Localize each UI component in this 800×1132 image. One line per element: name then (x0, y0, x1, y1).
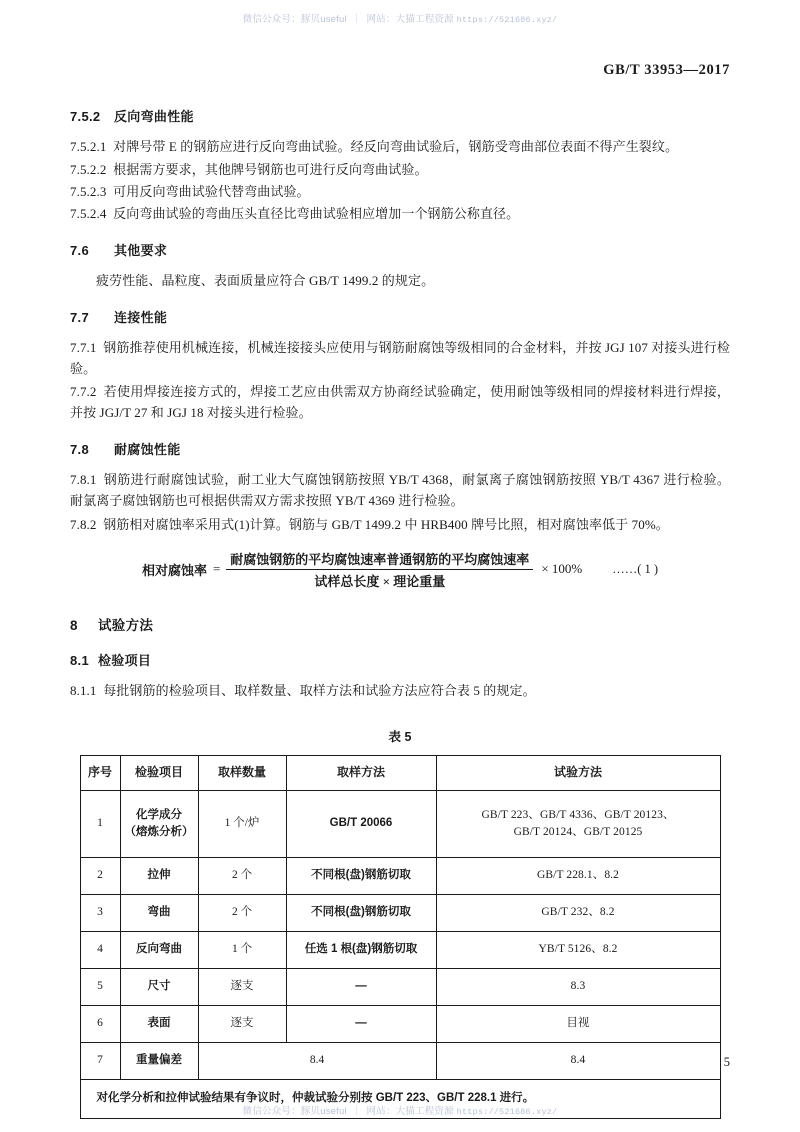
watermark-top (0, 11, 800, 25)
watermark-bottom-wechat-label: 微信公众号： (242, 1106, 301, 1117)
watermark-separator: ｜ (351, 14, 362, 25)
heading-7-8-number: 7.8 (70, 442, 89, 458)
paragraph-8-1-1-index: 8.1.1 (70, 682, 97, 698)
paragraph-8-1-1-text: 每批钢筋的检验项目、取样数量、取样方法和试验方法应符合表 5 的规定。 (103, 682, 536, 698)
formula-left-hand-side: 相对腐蚀率 (141, 562, 207, 578)
watermark-bottom (0, 1103, 800, 1117)
heading-8 (70, 614, 730, 634)
heading-7-5-2-number: 7.5.2 (70, 109, 101, 124)
cell-no: 4 (80, 931, 120, 968)
paragraph-7-7-2-text: 若使用焊接连接方式的，焊接工艺应由供需双方协商经试验确定，使用耐蚀等级相同的焊接材料进行焊接，并按 JGJ/T 27 和 JGJ 18 对接头进行检验。 (70, 384, 731, 421)
table-row (80, 968, 720, 1005)
cell-quantity: 1 个 (198, 931, 286, 968)
column-header-no: 序号 (80, 755, 120, 790)
paragraph-7-5-2-2-text: 根据需方要求，其他牌号钢筋也可进行反向弯曲试验。 (113, 162, 428, 178)
paragraph-7-5-2-2-index: 7.5.2.2 (70, 162, 107, 178)
paragraph-7-8-1 (70, 469, 730, 511)
paragraph-7-8-1-index: 7.8.1 (70, 472, 97, 488)
cell-test-method: YB/T 5126、8.2 (436, 931, 720, 968)
cell-quantity: 逐支 (198, 968, 286, 1005)
table-row (80, 894, 720, 931)
watermark-site-label: 网站： (366, 14, 396, 25)
heading-8-number: 8 (70, 617, 78, 633)
cell-sampling-method: 不同根(盘)钢筋切取 (286, 857, 436, 894)
formula-multiplier: × 100% (541, 561, 583, 577)
paragraph-7-5-2-1 (70, 136, 730, 157)
table-row (80, 790, 720, 857)
table-head (80, 755, 720, 790)
cell-item: 反向弯曲 (120, 931, 198, 968)
cell-test-method: 目视 (436, 1005, 720, 1042)
cell-test-method: GB/T 228.1、8.2 (436, 857, 720, 894)
paragraph-7-5-2-2 (70, 159, 730, 180)
column-header-item: 检验项目 (120, 755, 198, 790)
watermark-wechat-label: 微信公众号： (242, 14, 301, 25)
paragraph-7-5-2-1-text: 对牌号带 E 的钢筋应进行反向弯曲试验。经反向弯曲试验后，钢筋受弯曲部位表面不得产生裂纹。 (113, 139, 679, 154)
cell-no: 2 (80, 857, 120, 894)
header-rule (70, 88, 730, 89)
cell-item: 拉伸 (120, 857, 198, 894)
column-header-test-method: 试验方法 (436, 755, 720, 790)
cell-sampling-method: GB/T 20066 (286, 790, 436, 857)
paragraph-7-5-2-3-index: 7.5.2.3 (70, 184, 107, 200)
formula-equals-sign: = (212, 561, 221, 577)
cell-no: 3 (80, 894, 120, 931)
heading-7-8 (70, 439, 730, 458)
formula-denominator: 试样总长度 × 理论重量 (314, 573, 446, 589)
column-header-sampling-method: 取样方法 (286, 755, 436, 790)
cell-quantity: 8.4 (198, 1042, 436, 1079)
cell-test-method: GB/T 223、GB/T 4336、GB/T 20123、 GB/T 20124、GB/T 20125 (436, 790, 720, 857)
standard-number-header: GB/T 33953—2017 (603, 62, 730, 78)
cell-quantity: 2 个 (198, 894, 286, 931)
heading-7-7-number: 7.7 (70, 310, 89, 326)
table-note: 对化学分析和拉伸试验结果有争议时，仲裁试验分别按 GB/T 223、GB/T 228.1 进行。 (80, 1079, 720, 1118)
cell-sampling-method: 任选 1 根(盘)钢筋切取 (286, 931, 436, 968)
cell-quantity: 2 个 (198, 857, 286, 894)
heading-7-6-number: 7.6 (70, 243, 89, 259)
paragraph-7-8-2-text: 钢筋相对腐蚀率采用式(1)计算。钢筋与 GB/T 1499.2 中 HRB400 牌号比照，相对腐蚀率低于 70%。 (103, 516, 669, 532)
table-caption: 表 5 (388, 729, 412, 744)
cell-sampling-method: — (286, 968, 436, 1005)
document-body (70, 106, 730, 1119)
heading-7-6 (70, 240, 730, 259)
paragraph-7-8-1-text: 钢筋进行耐腐蚀试验，耐工业大气腐蚀钢筋按照 YB/T 4368，耐氯离子腐蚀钢筋按照 YB/T 4367 进行检验。耐氯离子腐蚀钢筋也可根据供需双方需求按照 YB/T 4369 进行检验。 (70, 472, 730, 509)
column-header-quantity: 取样数量 (198, 755, 286, 790)
paragraph-7-8-2-index: 7.8.2 (70, 516, 97, 532)
watermark-url: https://521686.xyz/ (456, 15, 558, 25)
watermark-wechat-value: 豚贝useful (300, 14, 347, 25)
cell-test-method: GB/T 232、8.2 (436, 894, 720, 931)
formula-fraction (226, 549, 533, 590)
paragraph-7-7-1-text: 钢筋推荐使用机械连接，机械连接接头应使用与钢筋耐腐蚀等级相同的合金材料，并按 JGJ 107 对接头进行检验。 (70, 340, 730, 377)
paragraph-7-6-1: 疲劳性能、晶粒度、表面质量应符合 GB/T 1499.2 的规定。 (96, 273, 435, 289)
heading-8-1 (70, 650, 730, 669)
paragraph-7-5-2-3-text: 可用反向弯曲试验代替弯曲试验。 (113, 184, 310, 200)
paragraph-7-5-2-1-index: 7.5.2.1 (70, 139, 107, 154)
cell-quantity: 1 个/炉 (198, 790, 286, 857)
paragraph-8-1-1 (70, 680, 730, 701)
formula-equation-tag: ……( 1 ) (612, 561, 659, 576)
watermark-bottom-site-label: 网站： (366, 1106, 396, 1117)
watermark-bottom-url: https://521686.xyz/ (456, 1107, 558, 1117)
table-row (80, 1042, 720, 1079)
paragraph-7-7-2-index: 7.7.2 (70, 384, 97, 400)
heading-7-7 (70, 307, 730, 326)
table-header-row (80, 755, 720, 790)
cell-sampling-method: 不同根(盘)钢筋切取 (286, 894, 436, 931)
heading-7-8-title: 耐腐蚀性能 (114, 442, 181, 458)
cell-no: 1 (80, 790, 120, 857)
cell-test-method: 8.3 (436, 968, 720, 1005)
paragraph-7-5-2-4 (70, 203, 730, 224)
paragraph-7-5-2-4-index: 7.5.2.4 (70, 206, 107, 222)
watermark-site-value: 大猫工程资源 (395, 14, 454, 25)
cell-no: 7 (80, 1042, 120, 1079)
heading-7-5-2-title: 反向弯曲性能 (114, 109, 194, 124)
cell-item: 尺寸 (120, 968, 198, 1005)
watermark-bottom-wechat-value: 豚贝useful (300, 1106, 347, 1117)
table-row (80, 857, 720, 894)
formula-relative-corrosion-rate (70, 549, 730, 590)
paragraph-7-5-2-3 (70, 181, 730, 202)
paragraph-7-7-1 (70, 337, 730, 379)
heading-7-7-title: 连接性能 (114, 310, 168, 326)
watermark-bottom-site-value: 大猫工程资源 (395, 1106, 454, 1117)
cell-item: 表面 (120, 1005, 198, 1042)
heading-8-title: 试验方法 (98, 617, 154, 633)
paragraph-7-7-1-index: 7.7.1 (70, 340, 97, 356)
page-number: 5 (723, 1055, 730, 1069)
heading-7-6-title: 其他要求 (114, 243, 168, 259)
heading-8-1-title: 检验项目 (98, 652, 152, 668)
table-row (80, 1005, 720, 1042)
heading-7-5-2 (70, 106, 730, 125)
cell-quantity: 逐支 (198, 1005, 286, 1042)
table-row (80, 931, 720, 968)
cell-item: 弯曲 (120, 894, 198, 931)
inspection-items-table (80, 755, 721, 1119)
cell-no: 6 (80, 1005, 120, 1042)
watermark-bottom-separator: ｜ (351, 1106, 362, 1117)
cell-test-method: 8.4 (436, 1042, 720, 1079)
paragraph-7-5-2-4-text: 反向弯曲试验的弯曲压头直径比弯曲试验相应增加一个钢筋公称直径。 (113, 206, 520, 222)
cell-item: 化学成分 （熔炼分析） (120, 790, 198, 857)
paragraph-7-7-2 (70, 381, 730, 423)
cell-item: 重量偏差 (120, 1042, 198, 1079)
formula-numerator: 耐腐蚀钢筋的平均腐蚀速率普通钢筋的平均腐蚀速率 (226, 549, 533, 570)
paragraph-7-8-2 (70, 514, 730, 535)
cell-sampling-method: — (286, 1005, 436, 1042)
cell-no: 5 (80, 968, 120, 1005)
table-body (80, 790, 720, 1118)
heading-8-1-number: 8.1 (70, 652, 89, 668)
